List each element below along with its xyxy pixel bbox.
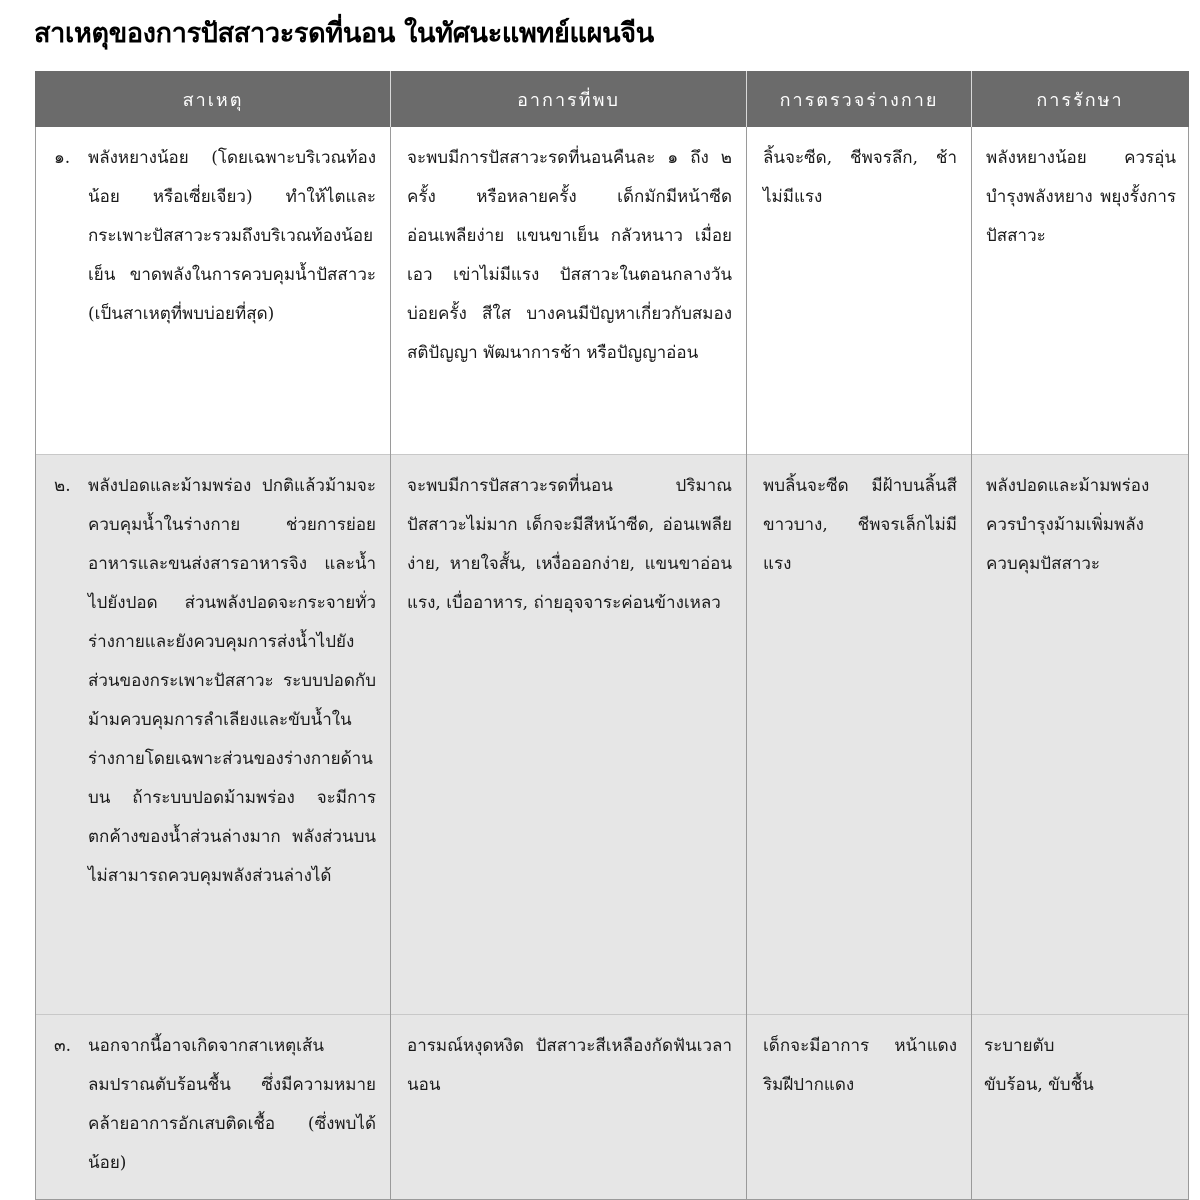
exam-cell	[747, 454, 972, 1014]
table-row	[36, 127, 1189, 454]
symptoms-cell	[391, 1014, 747, 1199]
row-number: ๒.	[54, 475, 71, 496]
exam-cell	[747, 1014, 972, 1199]
cause-text: นอกจากนี้อาจเกิดจากสาเหตุเส้นลมปราณตับร้อนชื้น ซึ่งมีความหมายคล้ายอาการอักเสบติดเชื้อ (ซึ่งพบได้น้อย)	[88, 1035, 376, 1173]
symptoms-text: จะพบมีการปัสสาวะรดที่นอน ปริมาณปัสสาวะไม่มาก เด็กจะมีสีหน้าซีด, อ่อนเพลียง่าย, หายใจสั้น, เหงื่อออกง่าย, แขนขาอ่อนแรง, เบื่ออาหาร, ถ่ายอุจจาระค่อนข้างเหลว	[407, 475, 732, 613]
symptoms-cell	[391, 454, 747, 1014]
cause-text: พลังปอดและม้ามพร่อง ปกติแล้วม้ามจะควบคุมน้ำในร่างกาย ช่วยการย่อยอาหารและขนส่งสารอาหารจิง และน้ำไปยังปอด ส่วนพลังปอดจะกระจายทั่วร่างกายและยังควบคุมการส่งน้ำไปยังส่วนของกระเพาะปัสสาวะ ระบบปอดกับม้ามควบคุมการลำเลียงและขับน้ำในร่างกายโดยเฉพาะส่วนของร่างกายด้านบน ถ้าระบบปอดม้ามพร่อง จะมีการตกค้างของน้ำส่วนล่างมาก พลังส่วนบนไม่สามารถควบคุมพลังส่วนล่างได้	[88, 475, 376, 886]
treatment-cell	[972, 454, 1189, 1014]
cause-cell	[36, 1014, 391, 1199]
row-number: ๓.	[54, 1035, 72, 1056]
exam-text: พบลิ้นจะซีด มีฝ้าบนลิ้นสีขาวบาง, ชีพจรเล็กไม่มีแรง	[763, 475, 957, 574]
symptoms-cell	[391, 127, 747, 454]
row-number: ๑.	[54, 148, 71, 168]
header-treatment: การรักษา	[972, 71, 1189, 127]
treatment-cell	[972, 1014, 1189, 1199]
treatment-text: พลังปอดและม้ามพร่อง ควรบำรุงม้ามเพิ่มพลังควบคุมปัสสาวะ	[986, 475, 1150, 574]
cause-text: พลังหยางน้อย (โดยเฉพาะบริเวณท้องน้อย หรือเซี่ยเจียว) ทำให้ไตและกระเพาะปัสสาวะรวมถึงบริเวณท้องน้อยเย็น ขาดพลังในการควบคุมน้ำปัสสาวะ (เป็นสาเหตุที่พบบ่อยที่สุด)	[88, 148, 376, 324]
symptoms-text: อารมณ์หงุดหงิด ปัสสาวะสีเหลืองกัดฟันเวลานอน	[407, 1035, 732, 1095]
exam-text: ลิ้นจะซีด, ชีพจรลึก, ช้า ไม่มีแรง	[763, 148, 957, 207]
treatment-cell	[972, 127, 1189, 454]
causes-table	[35, 71, 1189, 1200]
header-symptoms: อาการที่พบ	[391, 71, 747, 127]
table-header-row	[36, 71, 1189, 127]
cause-cell	[36, 454, 391, 1014]
exam-text: เด็กจะมีอาการ หน้าแดง ริมฝีปากแดง	[763, 1035, 957, 1095]
header-exam: การตรวจร่างกาย	[747, 71, 972, 127]
symptoms-text: จะพบมีการปัสสาวะรดที่นอนคืนละ ๑ ถึง ๒ ครั้ง หรือหลายครั้ง เด็กมักมีหน้าซีด อ่อนเพลียง่าย แขนขาเย็น กลัวหนาว เมื่อยเอว เข่าไม่มีแรง ปัสสาวะในตอนกลางวันบ่อยครั้ง สีใส บางคนมีปัญหาเกี่ยวกับสมอง สติปัญญา พัฒนาการช้า หรือปัญญาอ่อน	[407, 148, 732, 363]
treatment-text: พลังหยางน้อย ควรอุ่นบำรุงพลังหยาง พยุงรั้งการปัสสาวะ	[986, 148, 1176, 246]
header-cause: สาเหตุ	[36, 71, 391, 127]
cause-cell	[36, 127, 391, 454]
treatment-line-2: ขับร้อน, ขับชื้น	[984, 1074, 1094, 1095]
exam-cell	[747, 127, 972, 454]
page-title: สาเหตุของการปัสสาวะรดที่นอน ในทัศนะแพทย์แผนจีน	[34, 18, 654, 49]
table-row	[36, 454, 1189, 1014]
treatment-line-1: ระบายตับ	[984, 1035, 1055, 1056]
table-row	[36, 1014, 1189, 1199]
